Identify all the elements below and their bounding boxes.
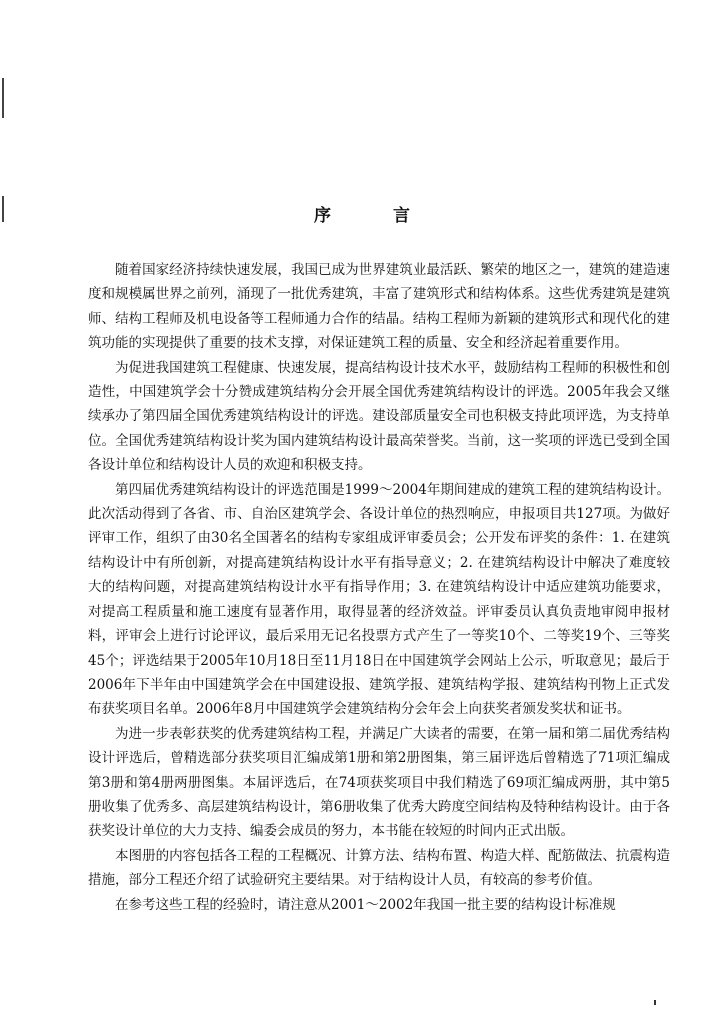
paragraph: 在参考这些工程的经验时，请注意从2001～2002年我国一批主要的结构设计标准规	[115, 896, 616, 913]
scan-speck	[654, 1000, 656, 1005]
paragraph: 第四届优秀建筑结构设计的评选范围是1999～2004年期间建成的建筑工程的建筑结构设计。此次活动得到了各省、市、自治区建筑学会、各设计单位的热烈响应，申报项目共127项。为做好评审工作，组织了由30名全国著名的结构专家组成评审委员会；公开发布评奖的条件：1. 在建筑结构设计中有所创新，对提高建筑结构设计水平有指导意义；2. 在建筑结构设计中解决了难度较大的结构问题，对提高建筑结构设计水平有指导作用；3. 在建筑结构设计中适应建筑功能要求，对提高工程质量和施工速度有显著作用，取得显著的经济效益。评审委员认真负责地审阅申报材料，评审会上进行讨论评议，最后采用无记名投票方式产生了一等奖10个、二等奖19个、三等奖45个；评选结果于2005年10月18日至11月18日在中国建筑学会网站上公示，听取意见；最后于2006年下半年由中国建筑学会在中国建设报、建筑学报、建筑结构学报、建筑结构刊物上正式发布获奖项目名单。2006年8月中国建筑学会建筑结构分会年会上向获奖者颁发奖状和证书。	[88, 481, 670, 718]
page-title: 序 言	[314, 206, 438, 226]
paragraph: 随着国家经济持续快速发展，我国已成为世界建筑业最活跃、繁荣的地区之一，建筑的建造速度和规模属世界之前列，涌现了一批优秀建筑，丰富了建筑形式和结构体系。这些优秀建筑是建筑师、结构工程师及机电设备等工程师通力合作的结晶。结构工程师为新颖的建筑形式和现代化的建筑功能的实现提供了重要的技术支撑，对保证建筑工程的质量、安全和经济起着重要作用。	[88, 262, 670, 352]
scan-edge-mark	[2, 78, 4, 118]
preface-body	[88, 258, 670, 917]
paragraph: 为进一步表彰获奖的优秀建筑结构工程，并满足广大读者的需要，在第一届和第二届优秀结构设计评选后，曾精选部分获奖项目汇编成第1册和第2册图集，第三届评选后曾精选了71项汇编成第3册和第4册两册图集。本届评选后，在74项获奖项目中我们精选了69项汇编成两册，其中第5册收集了优秀多、高层建筑结构设计，第6册收集了优秀大跨度空间结构及特种结构设计。由于各获奖设计单位的大力支持、编委会成员的努力，本书能在较短的时间内正式出版。	[88, 725, 670, 840]
paragraph: 为促进我国建筑工程健康、快速发展，提高结构设计技术水平，鼓励结构工程师的积极性和创造性，中国建筑学会十分赞成建筑结构分会开展全国优秀建筑结构设计的评选。2005年我会又继续承办了第四届全国优秀建筑结构设计的评选。建设部质量安全司也积极支持此项评选，为支持单位。全国优秀建筑结构设计奖为国内建筑结构设计最高荣誉奖。当前，这一奖项的评选已受到全国各设计单位和结构设计人员的欢迎和积极支持。	[88, 359, 670, 474]
paragraph: 本图册的内容包括各工程的工程概况、计算方法、结构布置、构造大样、配筋做法、抗震构造措施，部分工程还介绍了试验研究主要结果。对于结构设计人员，有较高的参考价值。	[88, 847, 670, 889]
